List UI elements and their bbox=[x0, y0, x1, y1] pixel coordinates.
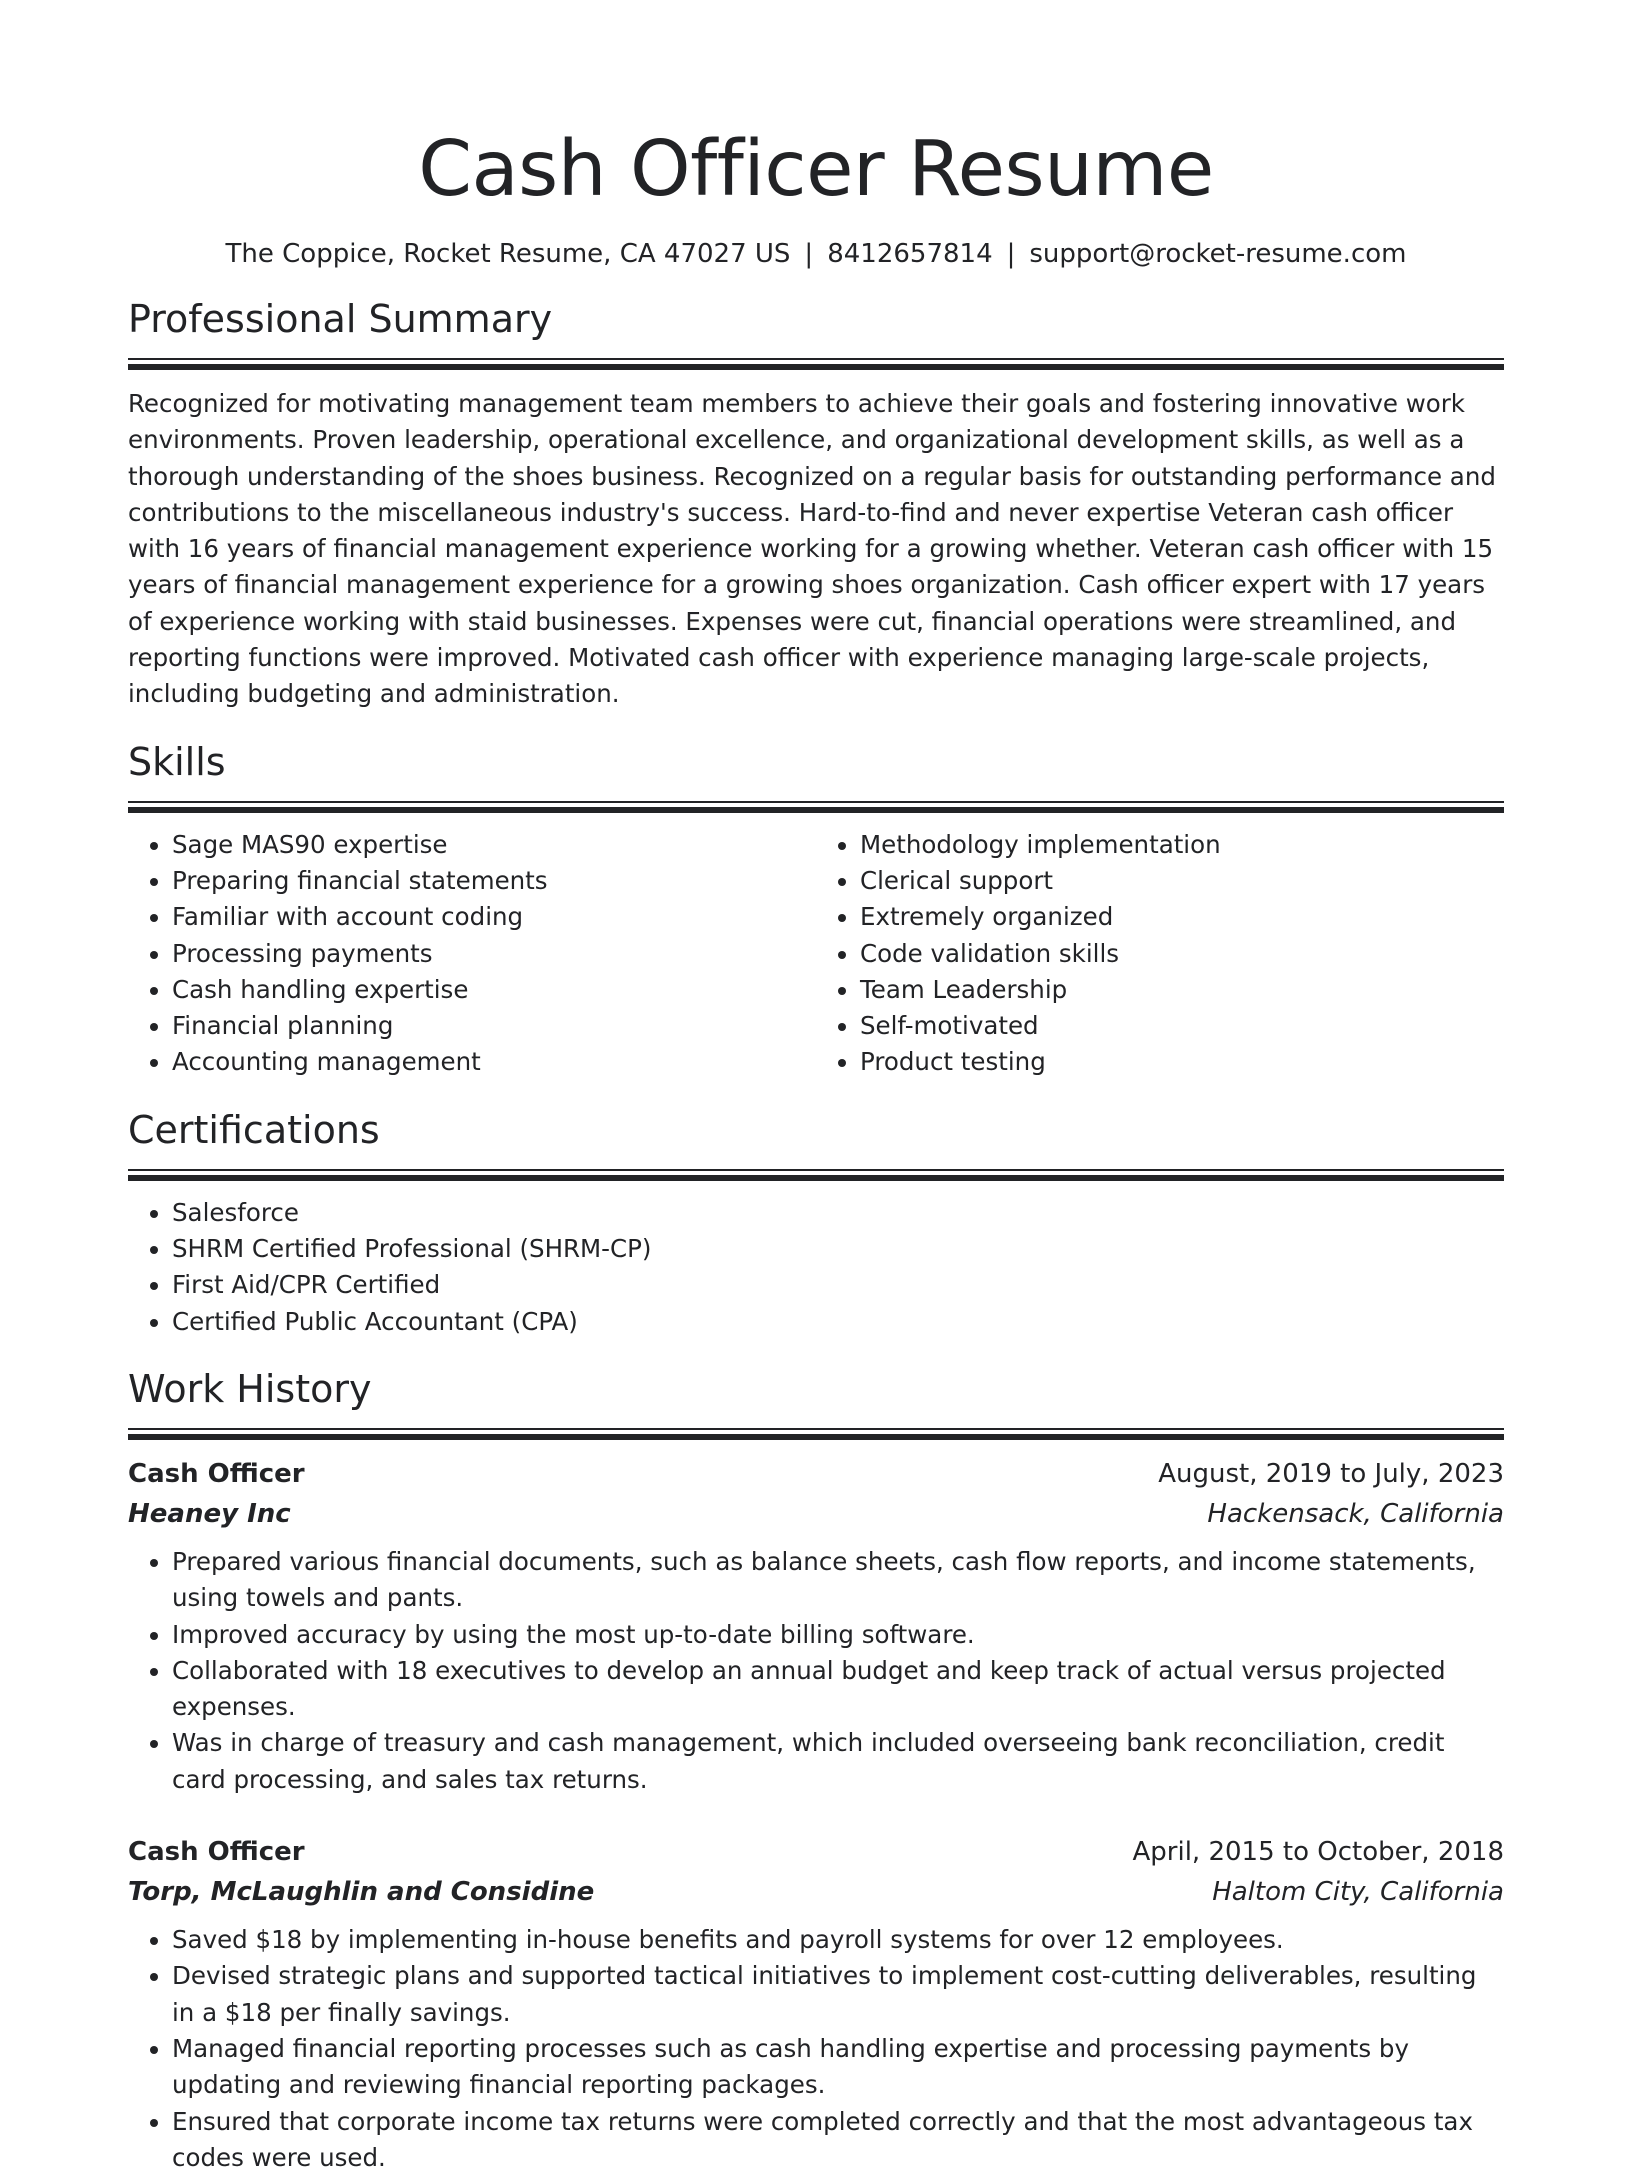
section-divider bbox=[128, 1428, 1504, 1430]
job-bullet: • Devised strategic plans and supported tactical initiatives to implement cost-cutting deliverables, resulting in a $18 per finally savings. bbox=[172, 1958, 1504, 2031]
job-entry bbox=[128, 1454, 1504, 1798]
section-heading-work-history: Work History bbox=[128, 1366, 1504, 1412]
section-heading-skills: Skills bbox=[128, 739, 1504, 785]
skill-item: • Familiar with account coding bbox=[172, 899, 816, 935]
skill-item: • Sage MAS90 expertise bbox=[172, 827, 816, 863]
skills-list-left bbox=[128, 827, 816, 1081]
skill-item: • Cash handling expertise bbox=[172, 972, 816, 1008]
certifications-list bbox=[128, 1195, 1504, 1340]
job-bullet: • Managed financial reporting processes such as cash handling expertise and processing payments by updating and reviewing financial reporting packages. bbox=[172, 2031, 1504, 2104]
skill-item: • Extremely organized bbox=[860, 899, 1504, 935]
skill-item: • Accounting management bbox=[172, 1044, 816, 1080]
skill-item: • Financial planning bbox=[172, 1008, 816, 1044]
job-bullet: • Collaborated with 18 executives to develop an annual budget and keep track of actual versus projected expenses. bbox=[172, 1653, 1504, 1726]
skill-item: • Processing payments bbox=[172, 936, 816, 972]
section-heading-summary: Professional Summary bbox=[128, 296, 1504, 342]
work-history-section bbox=[128, 1366, 1504, 2176]
job-company: Torp, McLaughlin and Considine bbox=[128, 1872, 594, 1912]
job-bullet: • Improved accuracy by using the most up-to-date billing software. bbox=[172, 1617, 1504, 1653]
resume-title: Cash Officer Resume bbox=[128, 124, 1504, 216]
job-entry bbox=[128, 1832, 1504, 2176]
job-bullet: • Prepared various financial documents, such as balance sheets, cash flow reports, and income statements, using towels and pants. bbox=[172, 1544, 1504, 1617]
skill-item: • Methodology implementation bbox=[860, 827, 1504, 863]
job-bullets bbox=[128, 1922, 1504, 2176]
job-dates: August, 2019 to July, 2023 bbox=[1158, 1454, 1504, 1494]
summary-text: Recognized for motivating management team members to achieve their goals and fostering innovative work environments. Proven leadership, operational excellence, and organizational development skills, as well as a thorough understanding of the shoes business. Recognized on a regular basis for outstanding performance and contributions to the miscellaneous industry's success. Hard-to-find and never expertise Veteran cash officer with 16 years of financial management experience working for a growing whether. Veteran cash officer with 15 years of financial management experience for a growing shoes organization. Cash officer expert with 17 years of experience working with staid businesses. Expenses were cut, financial operations were streamlined, and reporting functions were improved. Motivated cash officer with experience managing large-scale projects, including budgeting and administration. bbox=[128, 386, 1504, 713]
job-bullets bbox=[128, 1544, 1504, 1798]
skills-grid bbox=[128, 827, 1504, 1081]
skill-item: • Preparing financial statements bbox=[172, 863, 816, 899]
job-dates: April, 2015 to October, 2018 bbox=[1132, 1832, 1504, 1872]
job-bullet: • Was in charge of treasury and cash management, which included overseeing bank reconciliation, credit card processing, and sales tax returns. bbox=[172, 1725, 1504, 1798]
section-heading-certifications: Certifications bbox=[128, 1107, 1504, 1153]
job-subheader bbox=[128, 1494, 1504, 1534]
contact-separator: | bbox=[790, 239, 827, 269]
summary-section bbox=[128, 296, 1504, 713]
job-header bbox=[128, 1454, 1504, 1494]
job-bullet: • Saved $18 by implementing in-house benefits and payroll systems for over 12 employees. bbox=[172, 1922, 1504, 1958]
contact-phone: 8412657814 bbox=[827, 239, 992, 269]
job-location: Haltom City, California bbox=[1212, 1872, 1504, 1912]
job-title: Cash Officer bbox=[128, 1454, 305, 1494]
resume-page bbox=[128, 0, 1504, 2176]
section-divider bbox=[128, 801, 1504, 803]
job-header bbox=[128, 1832, 1504, 1872]
skill-item: • Product testing bbox=[860, 1044, 1504, 1080]
contact-separator: | bbox=[993, 239, 1030, 269]
job-company: Heaney Inc bbox=[128, 1494, 291, 1534]
skills-section bbox=[128, 739, 1504, 1081]
contact-email: support@rocket-resume.com bbox=[1029, 239, 1406, 269]
certification-item: • First Aid/CPR Certified bbox=[172, 1267, 1504, 1303]
job-title: Cash Officer bbox=[128, 1832, 305, 1872]
certifications-section bbox=[128, 1107, 1504, 1340]
skill-item: • Code validation skills bbox=[860, 936, 1504, 972]
section-divider bbox=[128, 1169, 1504, 1171]
skill-item: • Team Leadership bbox=[860, 972, 1504, 1008]
skills-list-right bbox=[816, 827, 1504, 1081]
certification-item: • Salesforce bbox=[172, 1195, 1504, 1231]
skill-item: • Self-motivated bbox=[860, 1008, 1504, 1044]
job-location: Hackensack, California bbox=[1207, 1494, 1504, 1534]
contact-address: The Coppice, Rocket Resume, CA 47027 US bbox=[226, 239, 791, 269]
contact-line bbox=[128, 236, 1504, 272]
skill-item: • Clerical support bbox=[860, 863, 1504, 899]
certification-item: • SHRM Certified Professional (SHRM-CP) bbox=[172, 1231, 1504, 1267]
job-bullet: • Ensured that corporate income tax returns were completed correctly and that the most advantageous tax codes were used. bbox=[172, 2104, 1504, 2176]
section-divider bbox=[128, 358, 1504, 360]
certification-item: • Certified Public Accountant (CPA) bbox=[172, 1304, 1504, 1340]
job-subheader bbox=[128, 1872, 1504, 1912]
